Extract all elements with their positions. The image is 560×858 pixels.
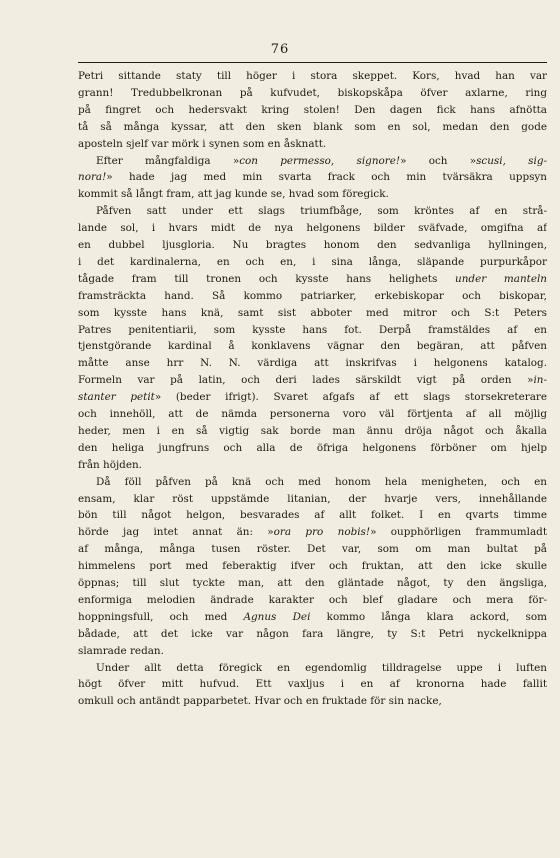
text-line: ensam, klar röst uppstämde litanian, der hvarje vers, innehållande (78, 492, 547, 505)
text-line: stanter petit» (beder ifrigt). Svaret afgafs af ett slags storsekreterare (78, 391, 547, 404)
text-line: högt öfver mitt hufvud. Ett vaxljus i en af kronorna hade fallit (78, 678, 547, 691)
text-line: Petri sittande staty till höger i stora skeppet. Kors, hvad han var (78, 70, 547, 82)
text-line: kommit så långt fram, att jag kunde se, hvad som föregick. (78, 188, 389, 201)
text-line: Patres penitentiarii, som kysste hans fot. Derpå framstäldes af en (78, 323, 547, 336)
text-line: på fingret och hedersvakt kring stolen! Den dagen fick hans afnötta (78, 103, 547, 116)
text-line: en dubbel ljusgloria. Nu bragtes honom den sedvanliga hyllningen, (78, 239, 547, 251)
text-line: nora!» hade jag med min svarta frack och min tvärsäkra uppsyn (78, 171, 547, 184)
text-line: som kysste hans knä, samt sist abboter med mitror och S:t Peters (78, 306, 547, 319)
text-line: och innehöll, att de nämda personerna voro väl förtjenta af all möjlig (78, 408, 547, 420)
text-line: tjenstgörande kardinal å konklavens vägnar den begäran, att påfven (78, 340, 547, 353)
text-line: heder, men i en så vigtig sak borde man ännu dröja något och åkalla (78, 424, 547, 437)
text-line: tå så många kyssar, att den sken blank som en sol, medan den gode (78, 120, 547, 133)
text-line: måtte anse hrr N. N. värdiga att inskrifvas i helgonens katalog. (78, 357, 547, 370)
text-line: Under allt detta föregick en egendomlig tilldragelse uppe i luften (96, 661, 547, 674)
text-line: bön till något helgon, besvarades af allt folket. I en qvarts timme (78, 509, 547, 522)
text-line: grann! Tredubbelkronan på kufvudet, biskopskåpa öfver axlarne, ring (78, 86, 547, 99)
text-line: i det kardinalerna, en och en, i sina långa, släpande purpurkåpor (78, 255, 547, 268)
text-line: framsträckta hand. Så kommo patriarker, erkebiskopar och biskopar, (78, 289, 547, 302)
text-line: Formeln var på latin, och deri lades särskildt vigt på orden »in- (78, 374, 547, 387)
text-line: aposteln sjelf var mörk i synen som en åsknatt. (78, 137, 327, 150)
text-line: tågade fram till tronen och kysste hans helighets under manteln (78, 272, 547, 285)
text-line: Påfven satt under ett slags triumfbåge, som kröntes af en strå- (96, 205, 547, 218)
page-number: 76 (270, 42, 290, 57)
text-line: omkull och antändt papparbetet. Hvar och en fruktade för sin nacke, (78, 695, 442, 708)
text-line: öppnas; till slut tyckte man, att den gläntade något, ty den ängsliga, (78, 577, 547, 589)
text-line: slamrade redan. (78, 644, 164, 657)
text-line: den heliga jungfruns och alla de öfriga helgonens förböner om hjelp (78, 441, 547, 454)
text-line: lande sol, i hvars midt de nya helgonens bilder sväfvade, omgifna af (78, 222, 547, 235)
text-line: himmelens port med feberaktig ifver och fruktan, att den icke skulle (78, 560, 547, 573)
text-line: bådade, att det icke var någon fara längre, ty S:t Petri nyckelknippa (78, 627, 547, 640)
text-line: från höjden. (78, 458, 142, 471)
header-rule (78, 62, 547, 63)
text-line: enformiga melodien ändrade karakter och blef gladare och mera för- (78, 593, 547, 606)
text-line: Då föll påfven på knä och med honom hela menigheten, och en (96, 475, 547, 488)
text-line: hoppningsfull, och med Agnus Dei kommo långa klara ackord, som (78, 610, 547, 623)
text-line: af många, många tusen röster. Det var, som om man bultat på (78, 543, 547, 556)
text-line: Efter mångfaldiga »con permesso, signore!» och »scusi, sig- (96, 154, 547, 167)
text-line: hörde jag intet annat än: »ora pro nobis!» oupphörligen frammumladt (78, 526, 547, 539)
